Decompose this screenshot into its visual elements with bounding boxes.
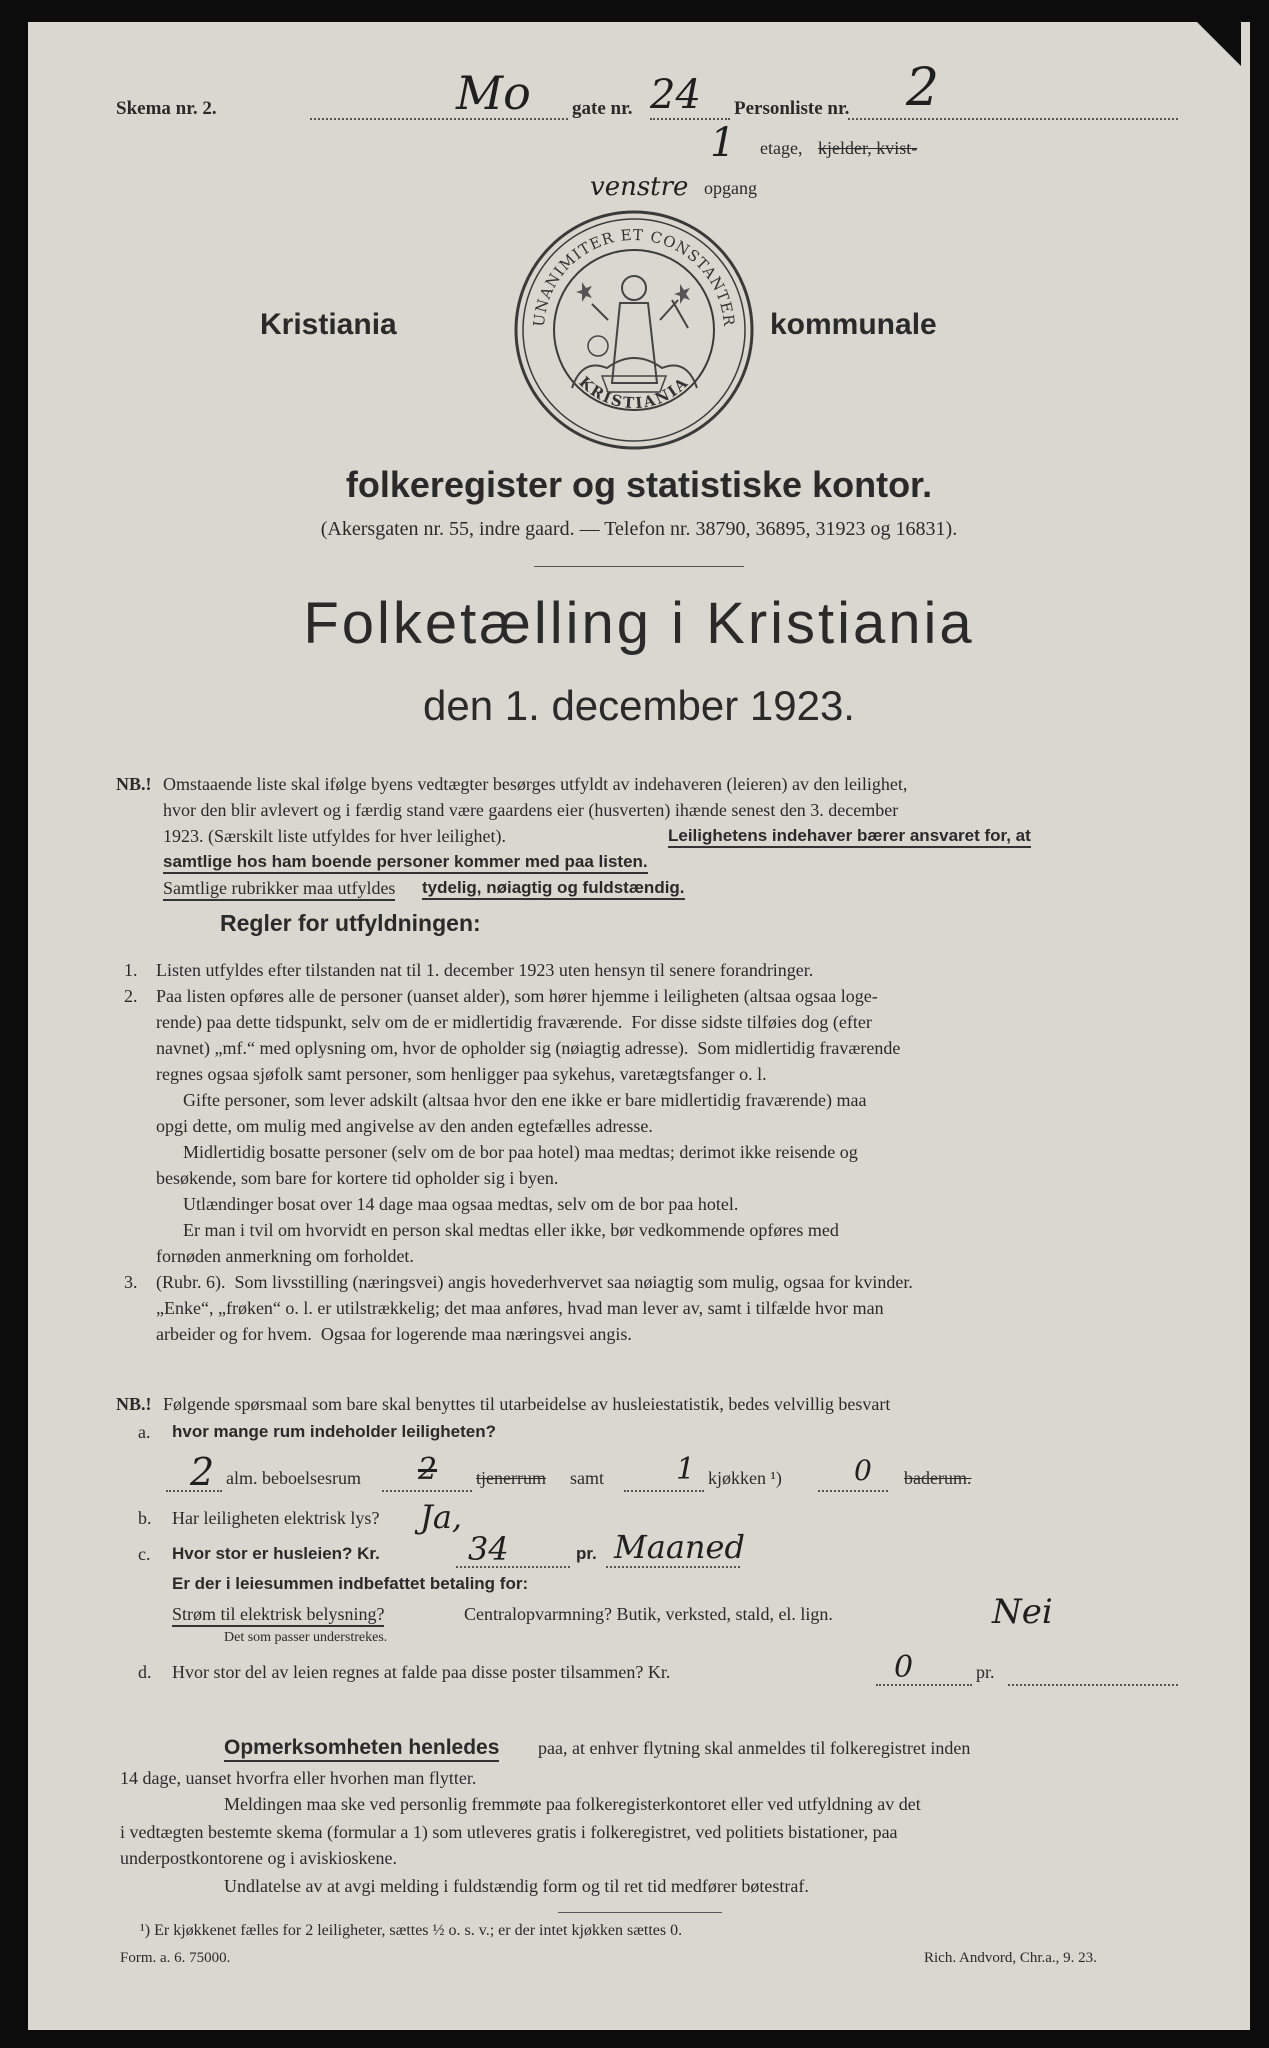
notice-line3: Meldingen maa ske ved personlig fremmøte paa folkeregisterkontoret eller ved utfyldning av det: [224, 1794, 921, 1814]
divider: [534, 566, 744, 567]
rule-number: 2.: [124, 986, 138, 1006]
a-rooms-line: [166, 1490, 222, 1492]
a-bath-value: 0: [854, 1454, 872, 1487]
rule-text-line: Listen utfyldes efter tilstanden nat til 1. december 1923 uten hensyn til senere forandringer.: [156, 960, 814, 980]
a-bath-line: [818, 1490, 888, 1492]
rule-text-line: rende) paa dette tidspunkt, selv om de er midlertidig fraværende. For disse sidste tilføies dog (efter: [156, 1012, 872, 1032]
footer-divider: [558, 1912, 722, 1913]
rule-text-line: „Enke“, „frøken“ o. l. er utilstrækkelig; det maa anføres, hvad man lever av, samt i tilfælde hvor man: [156, 1298, 884, 1318]
q-b-label: b.: [138, 1508, 152, 1528]
opgang-label: opgang: [704, 178, 757, 198]
office-title: folkeregister og statistiske kontor.: [345, 464, 933, 505]
rule-text-line: Paa listen opføres alle de personer (uanset alder), som hører hjemme i leiligheten (altsaa ogsaa loge-: [156, 986, 878, 1006]
etage-struck-options: kjelder, kvist-: [818, 138, 918, 158]
c-answer: Nei: [992, 1592, 1053, 1632]
rule-text-line: opgi dette, om mulig med angivelse av den anden egtefælles adresse.: [156, 1116, 653, 1136]
folded-corner: [1197, 22, 1241, 66]
c-option-strom: Strøm til elektrisk belysning?: [172, 1604, 384, 1627]
a-kitchen-label: kjøkken ¹): [708, 1468, 782, 1488]
notice-line6: Undlatelse av at avgi melding i fuldstændig form og til ret tid medfører bøtestraf.: [224, 1876, 809, 1896]
notice-line4: i vedtægten bestemte skema (formular a 1) som utleveres gratis i folkeregistret, ved politiets bistationer, paa: [120, 1822, 898, 1842]
rule-text-line: Er man i tvil om hvorvidt en person skal medtas eller ikke, bør vedkommende opføres med: [156, 1220, 839, 1240]
c-options: Centralopvarmning? Butik, verksted, stald, el. lign.: [464, 1604, 833, 1624]
rule-text-line: Gifte personer, som lever adskilt (altsaa hvor den ene ikke er bare midlertidig fraværende) maa: [156, 1090, 867, 1110]
rules-heading: Regler for utfyldningen:: [220, 910, 481, 936]
d-answer: 0: [894, 1650, 914, 1685]
nb2-label: NB.!: [116, 1394, 152, 1414]
a-tjeneste-label: tjenerrum: [476, 1468, 546, 1488]
nb1-line5b: tydelig, nøiagtig og fuldstændig.: [422, 878, 685, 900]
form-number: Form. a. 6. 75000.: [120, 1950, 231, 1966]
gate-label: gate nr.: [572, 98, 633, 119]
personliste-number: 2: [906, 58, 940, 118]
svg-text:KRISTIANIA: KRISTIANIA: [575, 372, 693, 413]
a-kitchen-line: [624, 1490, 704, 1492]
etage-label: etage,: [760, 138, 803, 158]
kommunale-label: kommunale: [770, 308, 937, 341]
rule-number: 3.: [124, 1272, 138, 1292]
opgang-side: venstre: [590, 172, 689, 202]
census-form-page: [28, 22, 1250, 2030]
c-amount: 34: [468, 1530, 509, 1568]
rule-text-line: navnet) „mf.“ med oplysning om, hvor de opholder sig (nøiagtig adresse). Som midlertidig fraværende: [156, 1038, 901, 1058]
notice-heading: Opmerksomheten henledes: [224, 1736, 499, 1762]
a-samt: samt: [570, 1468, 604, 1488]
kristiania-seal: [512, 208, 756, 452]
nb1-line4: samtlige hos ham boende personer kommer med paa listen.: [163, 852, 648, 874]
kristiania-label: Kristiania: [260, 308, 397, 341]
q-a-label: a.: [138, 1422, 151, 1442]
rule-text-line: regnes ogsaa sjøfolk samt personer, som henligger paa sykehus, varetægtsfanger o. l.: [156, 1064, 767, 1084]
a-tjeneste-line: [382, 1490, 472, 1492]
c-note: Det som passer understrekes.: [224, 1630, 388, 1645]
gate-number: 24: [650, 72, 701, 118]
b-answer: Ja,: [420, 1498, 463, 1536]
nb1-line3a: 1923. (Særskilt liste utfyldes for hver leilighet).: [163, 826, 506, 846]
d-period-line: [1008, 1684, 1178, 1686]
rule-number: 1.: [124, 960, 138, 980]
skema-number: Skema nr. 2.: [116, 98, 217, 119]
office-address: (Akersgaten nr. 55, indre gaard. — Telefon nr. 38790, 36895, 31923 og 16831).: [320, 518, 958, 540]
etage-number: 1: [710, 120, 736, 166]
q-d-label: d.: [138, 1662, 152, 1682]
q-d-text: Hvor stor del av leien regnes at falde paa disse poster tilsammen? Kr.: [172, 1662, 671, 1682]
main-title: Folketælling i Kristiania: [303, 591, 975, 656]
notice-line1: paa, at enhver flytning skal anmeldes til folkeregistret inden: [538, 1738, 971, 1758]
notice-line5: underpostkontorene og i aviskioskene.: [120, 1848, 397, 1868]
census-date: den 1. december 1923.: [423, 682, 855, 729]
printer-credit: Rich. Andvord, Chr.a., 9. 23.: [924, 1950, 1097, 1966]
footnote: ¹) Er kjøkkenet fælles for 2 leiligheter, sættes ½ o. s. v.; er der intet kjøkken sættes 0.: [140, 1922, 683, 1939]
c-subheading: Er der i leiesummen indbefattet betaling for:: [172, 1574, 529, 1593]
a-bath-label: baderum.: [904, 1468, 972, 1488]
nb1-line5a: Samtlige rubrikker maa utfyldes: [163, 878, 395, 901]
a-rooms-value: 2: [190, 1450, 215, 1494]
nb1-line3b: Leilighetens indehaver bærer ansvaret for, at: [668, 826, 1031, 848]
svg-text:UNANIMITER ET CONSTANTER: UNANIMITER ET CONSTANTER: [529, 225, 739, 328]
rule-text-line: (Rubr. 6). Som livsstilling (næringsvei) angis hovederhvervet saa nøiagtig som mulig, ogsaa for kvinder.: [156, 1272, 913, 1292]
q-a-text: hvor mange rum indeholder leiligheten?: [172, 1422, 496, 1441]
rule-text-line: fornøden anmerkning om forholdet.: [156, 1246, 414, 1266]
a-rooms-label: alm. beboelsesrum: [226, 1468, 361, 1488]
nb1-label: NB.!: [116, 774, 152, 794]
q-c-label: c.: [138, 1544, 151, 1564]
nb2-intro: Følgende spørsmaal som bare skal benyttes til utarbeidelse av husleiestatistik, bedes velvillig besvart: [163, 1394, 891, 1414]
rule-text-line: Utlændinger bosat over 14 dage maa ogsaa medtas, selv om de bor paa hotel.: [156, 1194, 739, 1214]
personliste-field-line: [848, 118, 1178, 120]
rule-text-line: Midlertidig bosatte personer (selv om de bor paa hotel) maa medtas; derimot ikke reisende og: [156, 1142, 858, 1162]
nb1-line1: Omstaaende liste skal ifølge byens vedtægter besørges utfyldt av indehaveren (leieren) av den leilighet,: [163, 774, 908, 794]
street-name: Mo: [456, 66, 531, 120]
rule-text-line: besøkende, som bare for kortere tid opholder sig i byen.: [156, 1168, 559, 1188]
d-amount-line: [876, 1684, 972, 1686]
rule-text-line: arbeider og for hvem. Ogsaa for logerende maa næringsvei angis.: [156, 1324, 632, 1344]
a-kitchen-value: 1: [676, 1452, 696, 1487]
notice-line2: 14 dage, uanset hvorfra eller hvorhen man flytter.: [120, 1768, 477, 1788]
c-period: Maaned: [614, 1528, 745, 1566]
a-tjeneste-value: 2: [418, 1452, 438, 1487]
c-pr: pr.: [576, 1544, 597, 1563]
q-b-text: Har leiligheten elektrisk lys?: [172, 1508, 380, 1528]
c-period-line: [606, 1566, 740, 1568]
d-pr: pr.: [976, 1662, 995, 1682]
q-c-text: Hvor stor er husleien? Kr.: [172, 1544, 380, 1563]
personliste-label: Personliste nr.: [734, 98, 850, 119]
nb1-line2: hvor den blir avlevert og i færdig stand være gaardens eier (husverten) ihænde senest den 3. december: [163, 800, 899, 820]
